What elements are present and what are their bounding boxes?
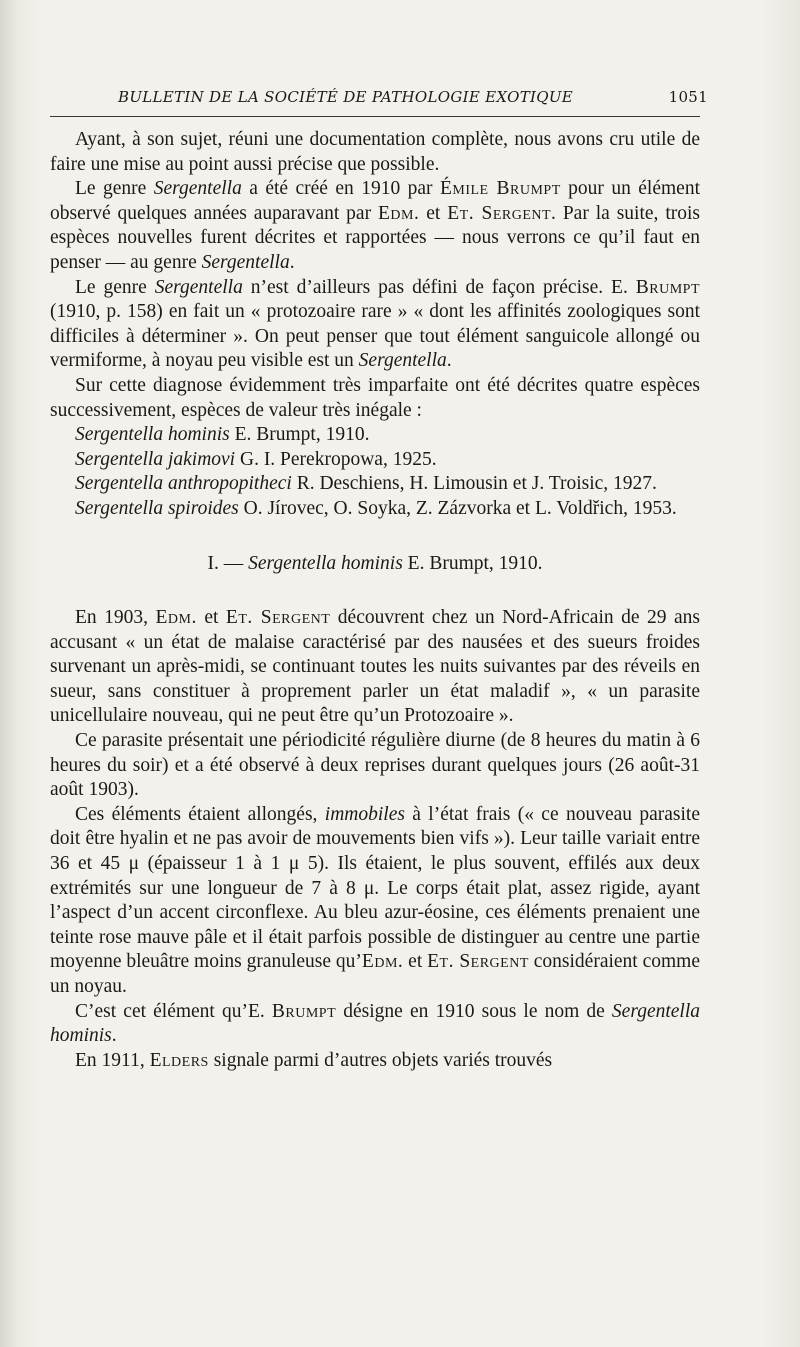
genus-name: Sergentella	[153, 178, 242, 200]
paragraph: Sur cette diagnose évidemment très imparfaite ont été décrites quatre espèces successivement, espèces de valeur très inégale :	[50, 374, 700, 421]
author-name: Edm.	[361, 951, 404, 973]
author-name: Et. Sergent	[447, 202, 552, 224]
author-name: Brumpt	[635, 276, 701, 298]
list-item: Sergentella hominis E. Brumpt, 1910.	[75, 424, 370, 446]
list-item: Sergentella spiroides O. Jírovec, O. Soyka, Z. Zázvorka et L. Voldřich, 1953.	[75, 497, 677, 519]
author-name: Edm.	[377, 202, 420, 224]
author-name: Et. Sergent	[225, 607, 331, 629]
species-list	[50, 423, 700, 521]
author-name: Brumpt	[271, 1000, 337, 1022]
paragraph: Ayant, à son sujet, réuni une documentation complète, nous avons cru utile de faire une mise au point aussi précise que possible.	[50, 129, 700, 175]
page-number: 1051	[668, 88, 708, 106]
genus-name: Sergentella	[201, 251, 290, 273]
author-name: Elders	[149, 1049, 209, 1071]
author-name: Émile Brumpt	[439, 178, 561, 200]
paragraph: En 1911, Elders signale parmi d’autres objets variés trouvés	[75, 1049, 553, 1071]
genus-name: Sergentella hominis	[50, 1000, 701, 1047]
list-item: Sergentella jakimovi G. I. Perekropowa, 1925.	[75, 448, 437, 470]
paragraph: C’est cet élément qu’E. Brumpt désigne en 1910 sous le nom de Sergentella hominis.	[50, 1000, 701, 1047]
list-item: Sergentella anthropopitheci R. Deschiens, H. Limousin et J. Troisic, 1927.	[75, 473, 657, 495]
author-name: Edm.	[155, 607, 197, 629]
paragraph: Ces éléments étaient allongés, immobiles à l’état frais (« ce nouveau parasite doit être hyalin et ne pas avoir de mouvements bien vifs »). Leur taille variait entre 36 et 45 μ (épaisseur 1 à 1 μ 5). Ils étaient, le plus souvent, effilés aux deux extrémités sur une longueur de 7 à 8 μ. Le corps était plat, assez rigide, ayant l’aspect d’un accent circonflexe. Au bleu azur-éosine, ces éléments prenaient une teinte rose mauve pâle et il était parfois possible de distinguer au centre une partie moyenne bleuâtre moins granuleuse qu’Edm. et Et. Sergent considéraient comme un noyau.	[50, 803, 700, 997]
paragraph: Le genre Sergentella n’est d’ailleurs pas défini de façon précise. E. Brumpt (1910, p. 158) en fait un « protozoaire rare » « dont les affinités zoologiques sont difficiles à déterminer ». On peut penser que tout élément sanguicole allongé ou vermiforme, à noyau peu visible est un Sergentella.	[50, 276, 701, 372]
journal-title: BULLETIN DE LA SOCIÉTÉ DE PATHOLOGIE EXOTIQUE	[118, 88, 574, 106]
header-rule	[50, 116, 700, 117]
paragraph: Le genre Sergentella a été créé en 1910 par Émile Brumpt pour un élément observé quelques années auparavant par Edm. et Et. Sergent. Par la suite, trois espèces nouvelles furent décrites et rapportées — nous verrons ce qu’il faut en penser — au genre Sergentella.	[50, 178, 700, 273]
genus-name: Sergentella	[358, 350, 447, 372]
body-text	[50, 128, 700, 1073]
genus-name: Sergentella	[154, 276, 243, 298]
author-name: Et. Sergent	[427, 951, 529, 973]
paragraph: En 1903, Edm. et Et. Sergent découvrent chez un Nord-Africain de 29 ans accusant « un état de malaise caractérisé par des nausées et des sueurs froides survenant un après-midi, se continuant toutes les nuits suivantes par des réveils en sueur, sans constituer à proprement parler un état maladif », « un parasite unicellulaire nouveau, qui ne peut être qu’un Protozoaire ».	[50, 607, 700, 727]
paragraph: Ce parasite présentait une périodicité régulière diurne (de 8 heures du matin à 6 heures du soir) et a été observé à deux reprises durant quelques jours (26 août-31 août 1903).	[50, 730, 700, 801]
section-heading: I. — Sergentella hominis E. Brumpt, 1910.	[207, 552, 543, 574]
